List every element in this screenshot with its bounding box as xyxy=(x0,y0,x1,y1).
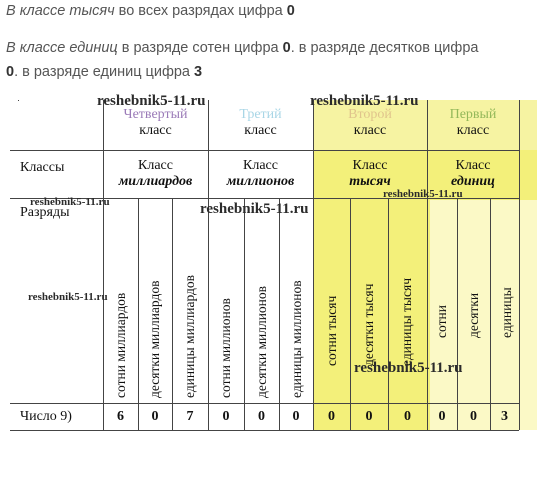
row-line-4 xyxy=(10,430,519,431)
line3-value2: 3 xyxy=(194,64,203,80)
line2-rest1: в разряде сотен цифра xyxy=(117,40,283,56)
class-millions-name: миллионов xyxy=(226,174,295,189)
row-line-3 xyxy=(10,403,519,404)
col-line-r5 xyxy=(350,198,351,430)
line3-rest: . в разряде единиц цифра xyxy=(14,64,195,80)
rank-8: десятки тысяч xyxy=(361,283,376,366)
rank-3: единицы миллиардов xyxy=(182,274,197,398)
line1-value: 0 xyxy=(286,3,295,19)
watermark-6: reshebnik5-11.ru xyxy=(28,291,108,303)
watermark-3: reshebnik5-11.ru xyxy=(383,188,463,200)
ordinal-3-sub: класс xyxy=(244,123,277,138)
digit-8: 0 xyxy=(365,409,373,424)
digit-9: 0 xyxy=(404,409,411,424)
watermark-4: reshebnik5-11.ru xyxy=(30,196,110,208)
digit-4: 0 xyxy=(222,409,230,424)
line1-italic: В классе тысяч xyxy=(6,3,115,19)
rank-10: сотни xyxy=(434,305,449,338)
digit-11: 0 xyxy=(470,409,477,424)
digit-3: 7 xyxy=(186,409,194,424)
ordinal-4-sub: класс xyxy=(139,123,172,138)
rank-9: единицы тысяч xyxy=(399,278,414,366)
digit-6: 0 xyxy=(292,409,300,424)
col-line-c xyxy=(313,100,314,430)
digit-1: 6 xyxy=(117,409,124,424)
row-line-1 xyxy=(10,150,519,151)
digit-10: 0 xyxy=(438,409,446,424)
col-line-r6 xyxy=(388,198,389,430)
col-line-a xyxy=(103,100,104,430)
col-line-r4 xyxy=(279,198,280,430)
ordinal-3-title: Третий xyxy=(239,107,282,122)
line2-value1: 0 xyxy=(282,40,291,56)
watermark-7: reshebnik5-11.ru xyxy=(354,360,463,376)
row-line-top xyxy=(18,100,19,101)
watermark-1: reshebnik5-11.ru xyxy=(97,93,206,109)
line2-rest2: . в разряде десятков цифра xyxy=(290,40,479,56)
class-millions xyxy=(208,158,313,190)
class-billions-word: Класс xyxy=(138,158,173,173)
digit-5: 0 xyxy=(258,409,265,424)
ordinal-1 xyxy=(427,107,519,139)
col-line-e xyxy=(519,100,520,430)
rank-4: сотни миллионов xyxy=(218,298,233,398)
class-thousands-word: Класс xyxy=(352,158,388,173)
class-thousands-name: тысяч xyxy=(349,174,391,189)
col-line-r2 xyxy=(172,198,173,430)
class-units xyxy=(427,158,519,190)
class-billions-name: миллиардов xyxy=(118,174,193,189)
rank-2: десятки миллиардов xyxy=(147,280,162,398)
col-line-r7 xyxy=(457,198,458,430)
ordinal-2-title: Второй xyxy=(348,107,392,122)
digit-7: 0 xyxy=(328,409,335,424)
watermark-5: reshebnik5-11.ru xyxy=(200,201,309,217)
col-line-r8 xyxy=(490,198,491,430)
line2-italic: В классе единиц xyxy=(6,40,118,56)
rank-1: сотни миллиардов xyxy=(113,292,128,398)
digit-2: 0 xyxy=(151,409,159,424)
col-line-r1 xyxy=(138,198,139,430)
row-label-ranks: Разряды xyxy=(20,205,70,220)
ordinal-2 xyxy=(313,107,427,139)
class-units-word: Класс xyxy=(455,158,491,173)
row-label-number: Число 9) xyxy=(20,409,72,424)
watermark-2: reshebnik5-11.ru xyxy=(310,93,419,109)
rank-12: единицы xyxy=(499,287,514,338)
class-billions xyxy=(103,158,208,190)
line1-rest: во всех разрядах цифра xyxy=(114,3,287,19)
class-thousands xyxy=(313,158,427,190)
ordinal-3 xyxy=(208,107,313,139)
rank-5: десятки миллионов xyxy=(254,285,269,398)
ordinal-2-sub: класс xyxy=(353,123,387,138)
row-label-classes: Классы xyxy=(20,160,65,175)
ordinal-4-title: Четвертый xyxy=(123,107,188,122)
rank-11: десятки xyxy=(466,292,481,338)
ordinal-4 xyxy=(103,107,208,139)
line3-value1: 0 xyxy=(6,64,15,80)
col-line-b xyxy=(208,100,209,430)
rank-7: сотни тысяч xyxy=(324,295,339,366)
col-line-d xyxy=(427,100,428,430)
digit-12: 3 xyxy=(501,409,508,424)
class-millions-word: Класс xyxy=(243,158,278,173)
class-units-name: единиц xyxy=(451,174,495,189)
rank-6: единицы миллионов xyxy=(289,280,304,398)
ordinal-1-sub: класс xyxy=(456,123,490,138)
col-line-r3 xyxy=(244,198,245,430)
ordinal-1-title: Первый xyxy=(449,107,497,122)
